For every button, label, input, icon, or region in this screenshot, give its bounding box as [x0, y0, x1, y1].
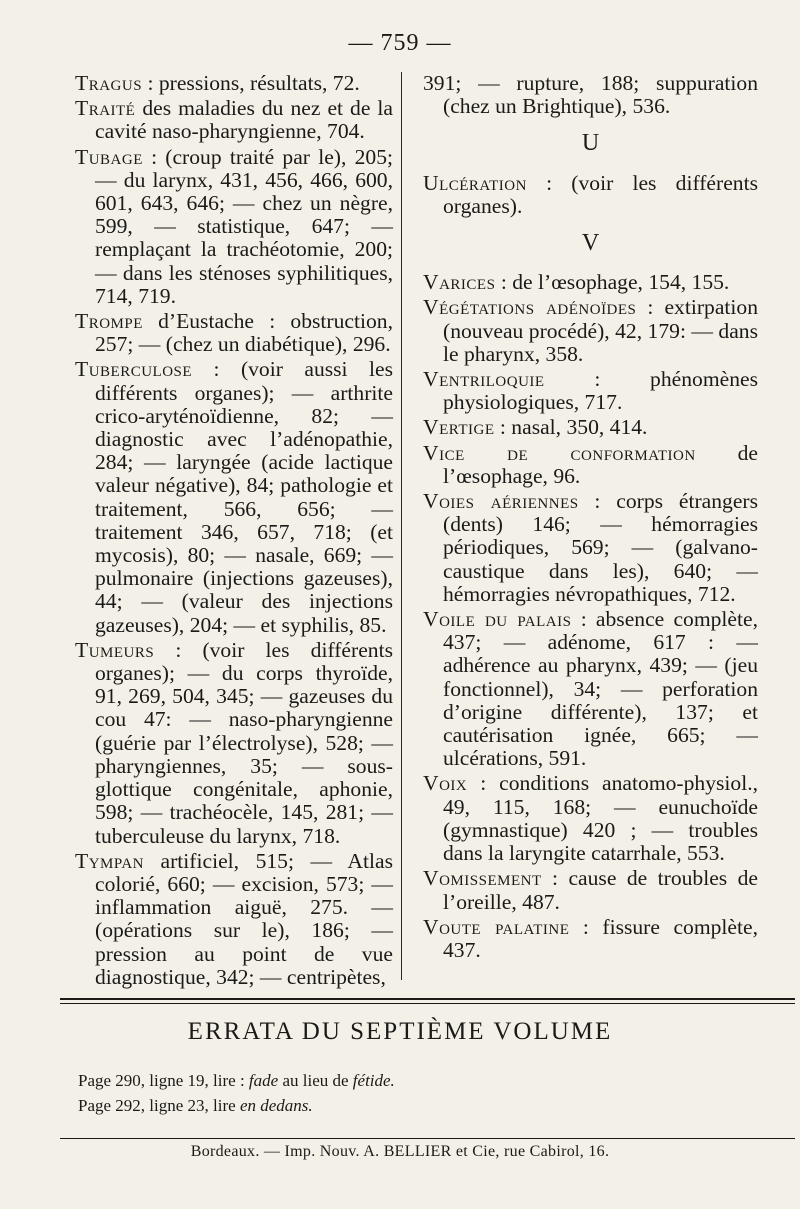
entry-text: : de l’œsophage, 154, 155. — [495, 270, 730, 295]
entry-headword: Tragus — [75, 71, 143, 95]
entry-text: : phénomènes physiologiques, 717. — [443, 367, 758, 415]
continuation-entry: 391; — rupture, 188; suppuration (chez un Brightique), 536. — [423, 71, 758, 119]
entry-text: : (croup traité par le), 205; — du larynx, 431, 456, 466, 600, 601, 643, 646; — chez un nègre, 599, — statistique, 647; — remplaçant la trachéotomie, 200; — dans les sténoses syphilitiques, 714, 719. — [95, 144, 393, 308]
entry-headword: Tympan — [75, 848, 144, 873]
index-column-right — [423, 72, 758, 964]
entry-headword: Voix — [423, 771, 468, 796]
entry-text: : pressions, résultats, 72. — [142, 71, 360, 95]
index-entry — [75, 97, 393, 143]
entry-headword: Trompe — [75, 309, 143, 334]
entry-text: : absence complète, 437; — adénome, 617 : — adhérence au pharynx, 439; — (jeu fonctionnel), 34; — perforation d’origine différente), 137; et cautérisation ignée, 665; — ulcérations, 591. — [443, 607, 759, 771]
errata-text: au lieu de — [278, 1071, 353, 1090]
errata-text: Page 292, ligne 23, lire — [78, 1096, 240, 1115]
index-entry — [423, 772, 758, 865]
entry-text: : nasal, 350, 414. — [494, 415, 648, 440]
index-entry — [423, 867, 758, 913]
index-entry — [75, 146, 393, 308]
entry-headword: Voute palatine — [423, 914, 570, 939]
entry-text: : corps étrangers (dents) 146; — hémorragies périodiques, 569; — (galvano-caustique dans les), 640; — hémorragies névropathiques, 712. — [443, 489, 758, 606]
index-entry — [423, 271, 758, 294]
index-entry — [423, 608, 758, 770]
entry-text: : fissure complète, 437. — [443, 914, 758, 962]
errata-correction: fade — [248, 1071, 279, 1090]
index-entry — [423, 172, 758, 218]
footer-rule — [60, 1138, 795, 1139]
index-entry — [423, 916, 758, 962]
entry-text: d’Eustache : obstruction, 257; — (chez un diabétique), 296. — [95, 309, 393, 357]
entry-text: des maladies du nez et de la cavité naso-pharyngienne, 704. — [95, 96, 393, 144]
index-entry — [423, 442, 758, 488]
index-entry — [423, 296, 758, 366]
entry-text: : (voir aussi les différents organes); — arthrite crico-aryténoïdienne, 82; — diagnostic avec l’adénopathie, 284; — laryngée (acide lactique valeur négative), 84; pathologie et traitement, 566, 656; — traitement 346, 657, 718; (et mycosis), 80; — nasale, 669; — pulmonaire (injections gazeuses), 44; — (valeur des injections gazeuses), 204; — et syphilis, 85. — [95, 357, 393, 637]
double-rule-top — [60, 998, 795, 1000]
printer-imprint: Bordeaux. — Imp. Nouv. A. BELLIER et Cie, rue Cabirol, 16. — [190, 1143, 610, 1160]
entry-headword: Tuberculose — [75, 357, 193, 382]
errata-line — [78, 1071, 395, 1091]
section-letter-v: V — [581, 230, 600, 257]
errata-title: ERRATA DU SEPTIÈME VOLUME — [187, 1018, 613, 1045]
column-divider — [401, 72, 402, 980]
index-entry — [423, 368, 758, 414]
entry-headword: Vertige — [423, 415, 495, 440]
errata-text: Page 290, ligne 19, lire : — [78, 1071, 249, 1090]
entry-headword: Voile du palais — [423, 607, 572, 632]
errata-original: fétide. — [352, 1071, 395, 1090]
entry-text: de l’œsophage, 96. — [443, 440, 758, 488]
entry-text: : (voir les différents organes); — du corps thyroïde, 91, 269, 504, 345; — gazeuses du cou 47: — naso-pharyngienne (guérie par l’électrolyse), 528; — pharyngiennes, 35; — sous-glottique congénitale, aphonie, 598; — trachéocèle, 145, 281; — tuberculeuse du larynx, 718. — [95, 637, 393, 848]
index-entry — [75, 358, 393, 636]
page-number: — 759 — — [348, 30, 452, 56]
entry-headword: Ventriloquie — [423, 367, 545, 392]
entry-headword: Voies aériennes — [423, 489, 579, 514]
entry-text: artificiel, 515; — Atlas colorié, 660; — excision, 573; — inflammation aiguë, 275. — (opérations sur le), 186; — pression au point de vue diagnostique, 342; — centripètes, — [95, 848, 393, 989]
index-entry — [75, 310, 393, 356]
entry-headword: Ulcération — [423, 170, 527, 195]
entry-text: : cause de troubles de l’oreille, 487. — [443, 866, 758, 914]
entry-headword: Traité — [75, 96, 136, 121]
section-letter-u: U — [581, 130, 600, 157]
index-entry — [423, 490, 758, 606]
entry-text: : extirpation (nouveau procédé), 42, 179: — dans le pharynx, 358. — [443, 295, 758, 366]
index-entry — [75, 639, 393, 848]
entry-headword: Tubage — [75, 144, 143, 169]
entry-text: : (voir les différents organes). — [443, 170, 758, 218]
entry-headword: Vomissement — [423, 866, 542, 891]
index-entry — [75, 72, 393, 95]
errata-line — [78, 1096, 313, 1116]
entry-headword: Végétations adénoïdes — [423, 295, 637, 320]
index-entry — [75, 850, 393, 989]
double-rule-bottom — [60, 1003, 795, 1004]
index-entry — [423, 416, 758, 439]
entry-text: : conditions anatomo-physiol., 49, 115, 168; — eunuchoïde (gymnastique) 420 ; — troubles dans la laryngite catarrhale, 553. — [443, 771, 758, 866]
entry-headword: Tumeurs — [75, 637, 155, 662]
entry-headword: Varices — [423, 270, 496, 295]
errata-correction: en dedans. — [239, 1096, 313, 1115]
entry-headword: Vice de conformation — [423, 440, 696, 465]
index-column-left — [75, 72, 393, 991]
